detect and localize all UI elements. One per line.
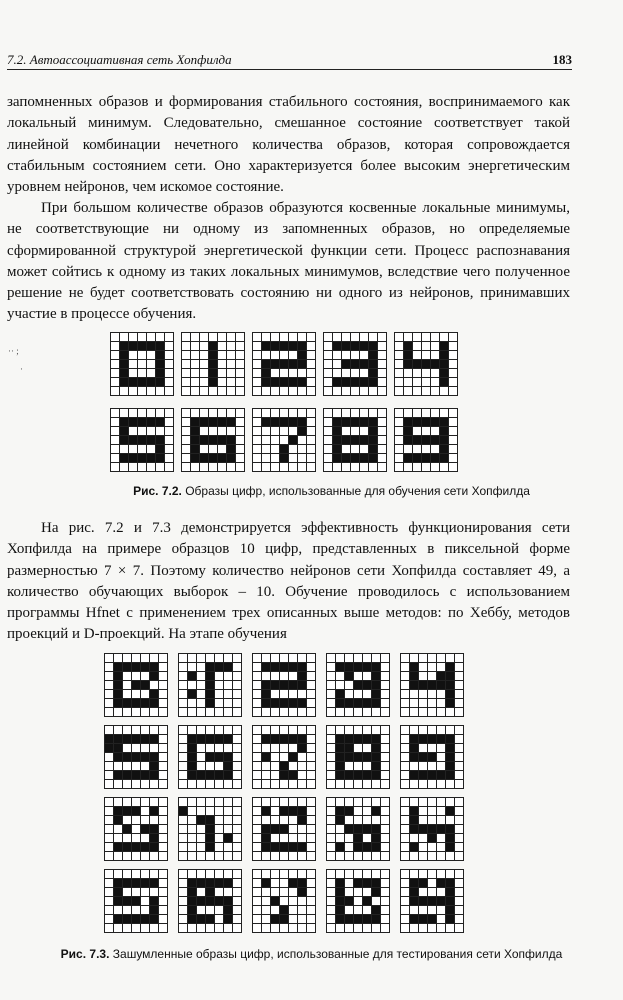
section-title: 7.2. Автоассоциативная сеть Хопфилда bbox=[7, 52, 232, 67]
figure-7-2-caption bbox=[20, 484, 623, 498]
pixel-cell bbox=[306, 779, 316, 789]
pixel-cell bbox=[235, 462, 245, 472]
pixel-cell bbox=[232, 707, 242, 717]
pixel-cell bbox=[158, 779, 168, 789]
pixel-cell bbox=[158, 707, 168, 717]
figure-training-digits bbox=[110, 332, 470, 468]
pixel-cell bbox=[448, 386, 458, 396]
figure-caption-text: Зашумленные образы цифр, использованные для тестирования сети Хопфилда bbox=[112, 947, 563, 961]
digit-pattern-grid bbox=[326, 725, 389, 788]
pixel-cell bbox=[380, 851, 390, 861]
pixel-cell bbox=[377, 386, 387, 396]
digit-pattern-grid bbox=[252, 408, 315, 471]
pixel-cell bbox=[454, 851, 464, 861]
pixel-cell bbox=[380, 707, 390, 717]
digit-pattern-grid bbox=[326, 797, 389, 860]
digit-pattern-grid bbox=[400, 869, 463, 932]
pixel-cell bbox=[158, 923, 168, 933]
digit-pattern-grid bbox=[110, 408, 173, 471]
pixel-cell bbox=[235, 386, 245, 396]
pixel-cell bbox=[380, 923, 390, 933]
digit-pattern-grid bbox=[394, 332, 457, 395]
digit-pattern-grid bbox=[400, 653, 463, 716]
digit-pattern-grid bbox=[252, 725, 315, 788]
digit-pattern-grid bbox=[181, 408, 244, 471]
digit-pattern-grid bbox=[252, 332, 315, 395]
digit-pattern-grid bbox=[252, 653, 315, 716]
pixel-cell bbox=[380, 779, 390, 789]
pixel-cell bbox=[306, 851, 316, 861]
figure-label: Рис. 7.2. bbox=[133, 484, 182, 498]
page-number: 183 bbox=[552, 52, 572, 67]
pixel-cell bbox=[454, 707, 464, 717]
figure-label: Рис. 7.3. bbox=[60, 947, 110, 961]
pixel-cell bbox=[306, 462, 316, 472]
figure-caption-text: Образы цифр, использованные для обучения сети Хопфилда bbox=[185, 484, 530, 498]
pixel-cell bbox=[232, 923, 242, 933]
scan-speck: ·· ; bbox=[8, 346, 19, 356]
digit-pattern-grid bbox=[400, 797, 463, 860]
pixel-cell bbox=[306, 707, 316, 717]
digit-pattern-grid bbox=[104, 869, 167, 932]
pixel-cell bbox=[232, 851, 242, 861]
digit-pattern-grid bbox=[252, 797, 315, 860]
pixel-cell bbox=[158, 851, 168, 861]
digit-pattern-grid bbox=[178, 653, 241, 716]
pixel-cell bbox=[164, 386, 174, 396]
digit-pattern-grid bbox=[178, 725, 241, 788]
figure-noisy-digits bbox=[104, 653, 474, 943]
pixel-cell bbox=[454, 779, 464, 789]
digit-pattern-grid bbox=[326, 653, 389, 716]
running-header bbox=[7, 52, 572, 74]
digit-pattern-grid bbox=[104, 653, 167, 716]
pixel-cell bbox=[454, 923, 464, 933]
digit-pattern-grid bbox=[323, 332, 386, 395]
digit-pattern-grid bbox=[400, 725, 463, 788]
pixel-cell bbox=[306, 386, 316, 396]
figure-7-3-caption bbox=[0, 947, 623, 961]
pixel-cell bbox=[306, 923, 316, 933]
digit-pattern-grid bbox=[178, 869, 241, 932]
digit-pattern-grid bbox=[104, 797, 167, 860]
digit-pattern-grid bbox=[110, 332, 173, 395]
paragraph-3: На рис. 7.2 и 7.3 демонстрируется эффективность функционирования сети Хопфилда на примере образцов 10 цифр, представленных в пиксельной форме размерностью 7 × 7. Поэтому количество нейронов сети Хопфилда составляет 49, а количество обучающих выборок – 10. Обучение проводилось с использованием программы Hfnet с применением трех описанных выше методов: по Хеббу, методов проекций и D-проекций. На этапе обучения bbox=[7, 520, 570, 643]
digit-pattern-grid bbox=[252, 869, 315, 932]
header-rule bbox=[7, 69, 572, 70]
digit-pattern-grid bbox=[326, 869, 389, 932]
digit-pattern-grid bbox=[104, 725, 167, 788]
paragraph-2: При большом количестве образов образуются косвенные локальные минимумы, не соответствующие ни одному из запомненных образов, но определяемые сформированной структурой энергетической функции сети. Процесс распознавания может сойтись к одному из таких локальных минимумов, вследствие чего полученное решение не будет соответствовать состоянию ни одного из нейронов, принимавших участие в процессе обучения. bbox=[7, 200, 570, 323]
pixel-cell bbox=[377, 462, 387, 472]
digit-pattern-grid bbox=[394, 408, 457, 471]
paragraph-1: запомненных образов и формирования стабильного состояния, воспринимаемого как локальный минимум. Следовательно, смешанное состояние соответствует такой линейной комбинации нечетного количества образов, которая сопровождается стабильным состоянием сети. Оно характеризуется более высоким энергетическим уровнем нейронов, чем искомое состояние. bbox=[7, 94, 570, 196]
pixel-cell bbox=[448, 462, 458, 472]
pixel-cell bbox=[164, 462, 174, 472]
scan-speck: · bbox=[20, 364, 23, 374]
digit-pattern-grid bbox=[178, 797, 241, 860]
digit-pattern-grid bbox=[323, 408, 386, 471]
digit-pattern-grid bbox=[181, 332, 244, 395]
pixel-cell bbox=[232, 779, 242, 789]
